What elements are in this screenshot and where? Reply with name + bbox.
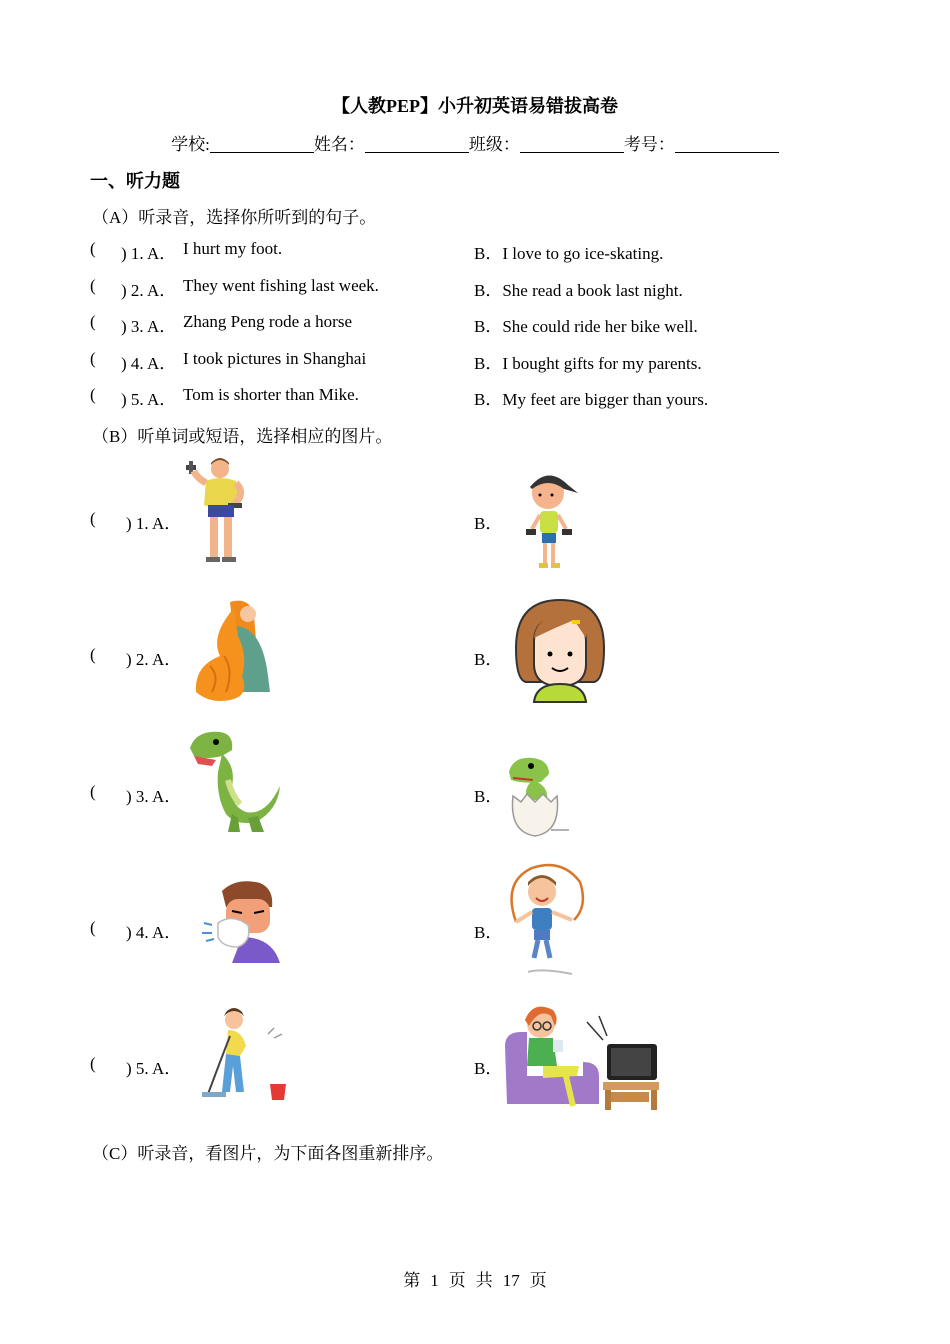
question-number: ) 5. A．	[121, 390, 177, 409]
option-a: They went fishing last week.	[183, 276, 379, 295]
answer-paren[interactable]: (	[90, 239, 96, 258]
option-a: I took pictures in Shanghai	[183, 349, 367, 368]
name-label: 姓名：	[313, 135, 365, 154]
answer-paren[interactable]: (	[90, 509, 96, 528]
option-b: B．She could ride her bike well.	[474, 317, 698, 336]
page-footer	[0, 1266, 950, 1291]
total-pages: 17	[502, 1271, 520, 1290]
strong-man-icon	[184, 455, 254, 570]
question-number: ) 4. A．	[126, 923, 182, 942]
question-number: ) 4. A．	[121, 354, 177, 373]
baby-dinosaur-icon	[503, 752, 575, 842]
class-blank[interactable]	[520, 134, 624, 153]
question-number: ) 3. A．	[121, 317, 177, 336]
student-info-line	[0, 130, 950, 155]
question-number: ) 3. A．	[126, 787, 182, 806]
option-b: B．I bought gifts for my parents.	[474, 354, 702, 373]
exam-no-blank[interactable]	[675, 134, 779, 153]
footer-text: 页	[529, 1271, 547, 1290]
part-c-instruction: （C）听录音，看图片，为下面各图重新排序。	[92, 1144, 444, 1163]
answer-paren[interactable]: (	[90, 782, 96, 801]
answer-paren[interactable]: (	[90, 1054, 96, 1073]
question-number: ) 1. A．	[126, 514, 182, 533]
thin-boy-icon	[520, 463, 582, 571]
exam-no-label: 考号：	[623, 135, 675, 154]
question-number: ) 2. A．	[121, 281, 177, 300]
option-b: B．My feet are bigger than yours.	[474, 390, 709, 409]
watching-tv-girl-icon	[503, 996, 663, 1114]
option-b-label: B．	[474, 514, 503, 533]
option-b: B．She read a book last night.	[474, 281, 683, 300]
jump-rope-boy-icon	[502, 862, 586, 978]
option-b: B．I love to go ice-skating.	[474, 244, 664, 263]
footer-text: 共	[475, 1271, 493, 1290]
part-a-instruction: （A）听录音，选择你所听到的句子。	[92, 208, 377, 227]
page-title: 【人教PEP】小升初英语易错拔高卷	[332, 96, 618, 116]
answer-paren[interactable]: (	[90, 312, 96, 331]
answer-paren[interactable]: (	[90, 349, 96, 368]
footer-text: 页	[448, 1271, 466, 1290]
option-a: Tom is shorter than Mike.	[183, 385, 359, 404]
question-number: ) 2. A．	[126, 650, 182, 669]
sneezing-boy-icon	[202, 877, 282, 965]
option-b-label: B．	[474, 787, 503, 806]
answer-paren[interactable]: (	[90, 645, 96, 664]
long-hair-girl-icon	[190, 596, 274, 706]
name-blank[interactable]	[365, 134, 469, 153]
page-number: 1	[430, 1271, 439, 1290]
footer-text: 第	[403, 1271, 421, 1290]
big-dinosaur-icon	[186, 726, 286, 838]
option-a: I hurt my foot.	[183, 239, 283, 258]
answer-paren[interactable]: (	[90, 918, 96, 937]
answer-paren[interactable]: (	[90, 385, 96, 404]
mopping-woman-icon	[200, 1006, 294, 1104]
section-heading-listening: 一、听力题	[90, 171, 180, 191]
answer-paren[interactable]: (	[90, 276, 96, 295]
option-b-label: B．	[474, 923, 503, 942]
option-b-label: B．	[474, 650, 503, 669]
school-blank[interactable]	[210, 134, 314, 153]
school-label: 学校:	[171, 135, 210, 154]
short-hair-girl-icon	[514, 598, 606, 704]
option-b-label: B．	[474, 1059, 503, 1078]
part-b-instruction: （B）听单词或短语，选择相应的图片。	[92, 427, 393, 446]
class-label: 班级：	[468, 135, 520, 154]
question-number: ) 5. A．	[126, 1059, 182, 1078]
option-a: Zhang Peng rode a horse	[183, 312, 353, 331]
question-number: ) 1. A．	[121, 244, 177, 263]
